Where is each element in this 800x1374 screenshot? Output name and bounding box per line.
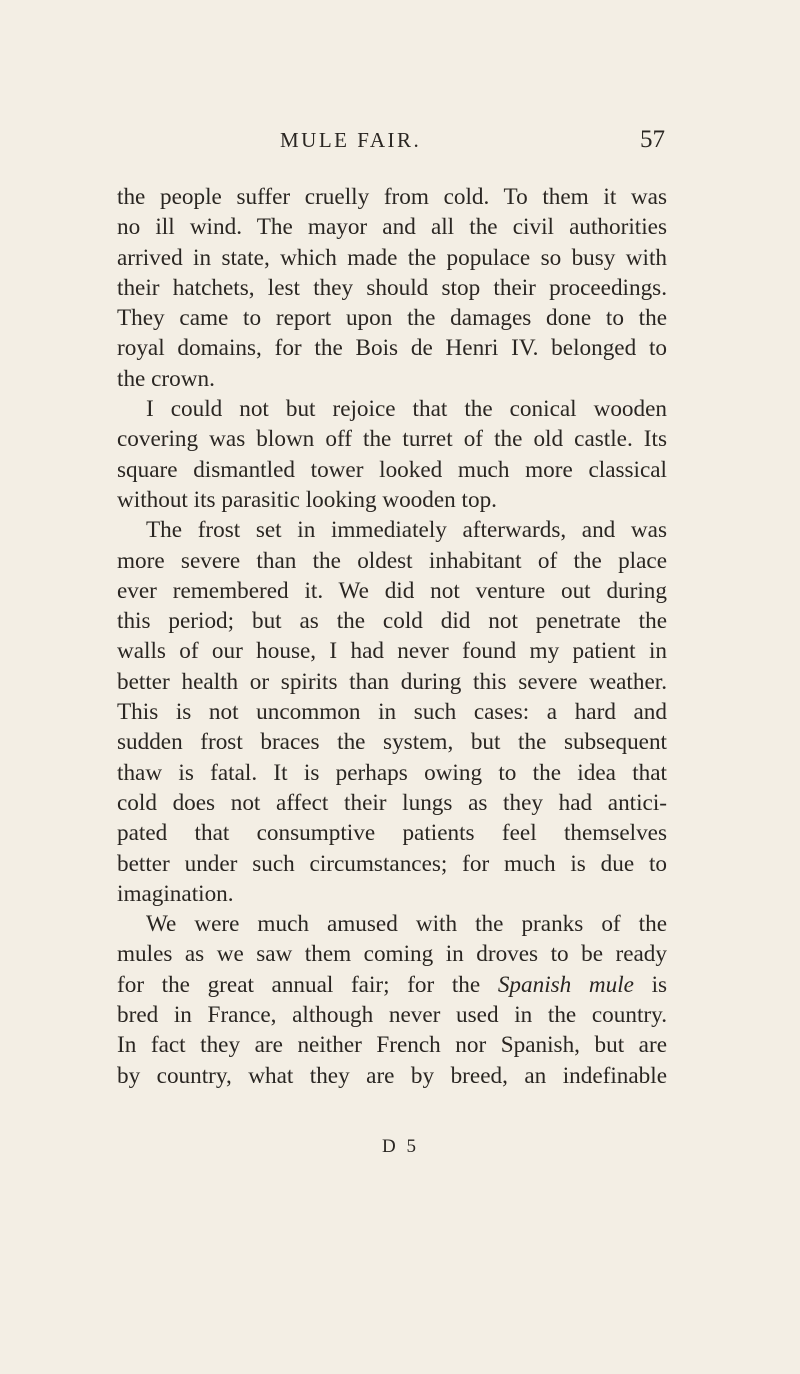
text-line: without its parasitic looking wooden top. xyxy=(117,486,497,513)
text-line: The frost set in immediately afterwards, and was xyxy=(146,517,667,544)
text-line: the people suffer cruelly from cold. To them it was xyxy=(117,184,667,210)
text-line: better under such circumstances; for much is due to xyxy=(117,850,667,877)
text-line: This is not uncommon in such cases: a hard and xyxy=(117,699,667,726)
text-line: cold does not affect their lungs as they had antici- xyxy=(117,789,667,816)
text-line: ever remembered it. We did not venture out during xyxy=(117,577,667,604)
running-head xyxy=(280,128,665,158)
text-line: We were much amused with the pranks of the xyxy=(146,911,667,938)
text-line: thaw is fatal. It is perhaps owing to the idea that xyxy=(117,759,667,786)
text-line: arrived in state, which made the populace so busy with xyxy=(117,244,667,271)
text-segment: is xyxy=(651,971,668,998)
text-line: the crown. xyxy=(117,365,215,392)
text-line: royal domains, for the Bois de Henri IV. belonged to xyxy=(117,335,667,362)
text-line: They came to report upon the damages done to the xyxy=(117,305,667,332)
text-segment: for the great annual fair; for the xyxy=(117,971,481,998)
italic-phrase: Spanish mule xyxy=(497,971,634,998)
text-line: In fact they are neither French nor Spanish, but are xyxy=(117,1032,667,1059)
page-number: 57 xyxy=(640,126,665,153)
body-text xyxy=(117,182,667,1091)
text-line: their hatchets, lest they should stop their proceedings. xyxy=(117,274,667,301)
text-line: this period; but as the cold did not penetrate the xyxy=(117,608,667,635)
text-line: pated that consumptive patients feel themselves xyxy=(117,820,667,847)
text-line: imagination. xyxy=(117,880,234,907)
text-line: bred in France, although never used in the country. xyxy=(117,1002,667,1029)
signature-mark: D 5 xyxy=(382,1136,419,1157)
text-line: walls of our house, I had never found my patient in xyxy=(117,638,667,665)
text-line: no ill wind. The mayor and all the civil authorities xyxy=(117,214,667,241)
text-line: sudden frost braces the system, but the subsequent xyxy=(117,729,667,756)
text-line: square dismantled tower looked much more classical xyxy=(117,456,667,483)
text-line: better health or spirits than during this severe weather. xyxy=(117,668,667,695)
running-title: MULE FAIR. xyxy=(280,128,422,152)
text-line: I could not but rejoice that the conical wooden xyxy=(146,396,667,423)
text-line: mules as we saw them coming in droves to be ready xyxy=(117,941,667,968)
text-line: by country, what they are by breed, an indefinable xyxy=(117,1062,667,1089)
text-line: more severe than the oldest inhabitant of the place xyxy=(117,547,667,574)
text-line: covering was blown off the turret of the old castle. Its xyxy=(117,426,667,453)
text-line mixed-line xyxy=(117,970,667,1000)
